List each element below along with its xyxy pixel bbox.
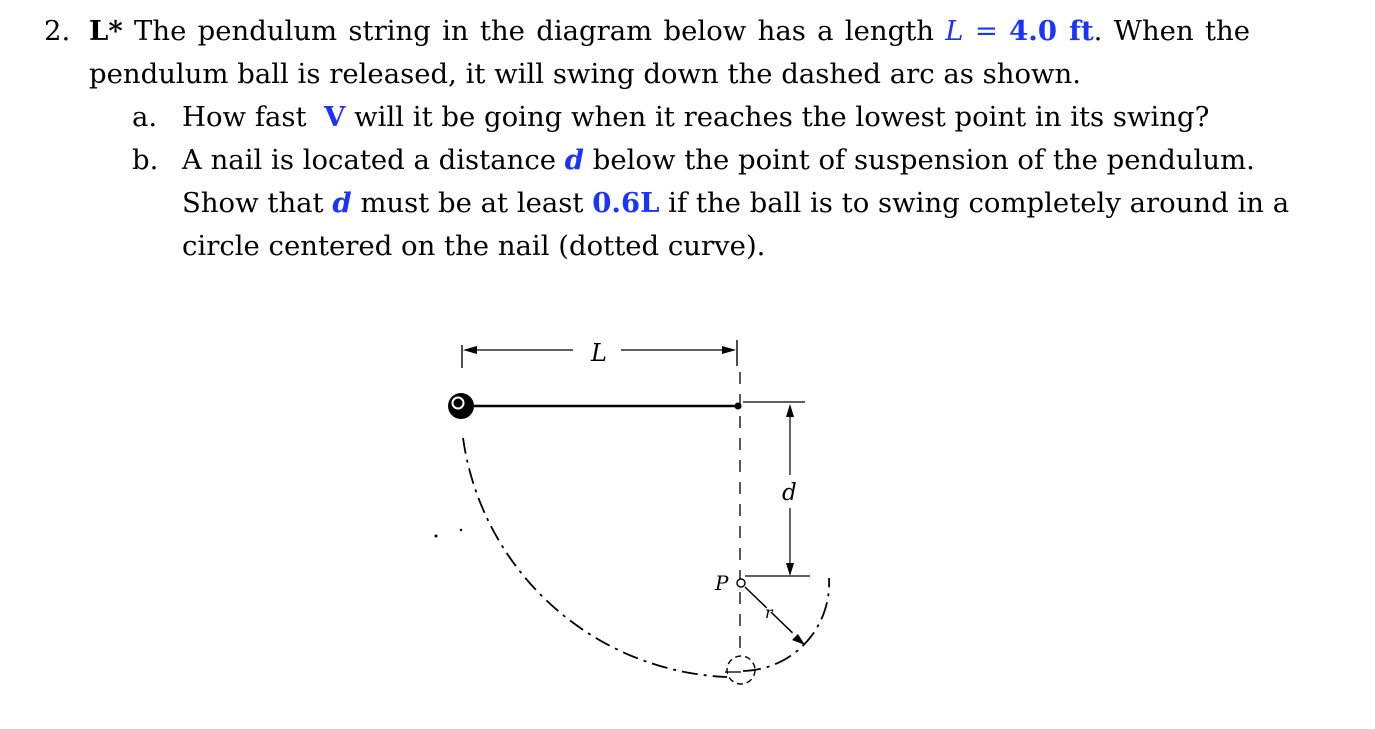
pendulum-diagram: [425, 320, 865, 710]
length-value: 4.0 ft: [1009, 15, 1094, 47]
problem-line-1: [44, 10, 1344, 53]
label-d: d: [782, 480, 797, 506]
part-b-line1-before: A nail is located a distance: [182, 144, 556, 176]
part-a-text-after: will it be going when it reaches the lowest point in its swing?: [354, 101, 1210, 133]
l-arrow-right: [722, 346, 736, 354]
label-L: L: [591, 339, 607, 367]
part-b-line-3: [44, 225, 1344, 268]
label-r: r: [765, 603, 773, 622]
problem-tag: L*: [89, 15, 123, 47]
stray-dot-1: [435, 535, 438, 538]
var-d: d: [564, 144, 584, 176]
part-b-line-1: [44, 139, 1344, 182]
problem-line-2: [44, 53, 1344, 96]
swing-arc: [463, 438, 727, 677]
var-V: V: [324, 101, 346, 133]
part-b-line2-after: if the ball is to swing completely around in a: [668, 187, 1290, 219]
intro-text-a: The pendulum string in the diagram below has a length: [134, 15, 934, 47]
pendulum-ball: [448, 393, 474, 419]
radius-arrow: [792, 634, 805, 645]
stray-dot-2: [460, 529, 462, 531]
part-b-text-1: [182, 139, 1255, 182]
part-b-label: b.: [132, 144, 159, 176]
intro-line-1: [89, 10, 1250, 53]
part-a: [44, 96, 1344, 139]
label-P: P: [715, 571, 729, 595]
var-d-2: d: [332, 187, 352, 219]
intro-line-2: pendulum ball is released, it will swing down the dashed arc as shown.: [89, 58, 1082, 90]
min-value: 0.6L: [592, 187, 660, 219]
part-b-line1-after: below the point of suspension of the pendulum.: [592, 144, 1255, 176]
part-b-text-3: circle centered on the nail (dotted curve).: [182, 230, 766, 262]
part-a-label: a.: [132, 101, 158, 133]
problem-number: 2.: [44, 15, 71, 47]
part-b-text-2: [182, 182, 1289, 225]
part-a-text: [182, 96, 1209, 139]
nail: [737, 579, 745, 587]
var-L: L: [945, 15, 964, 47]
nail-circle-arc: [743, 578, 829, 671]
equals-sign: =: [974, 15, 998, 47]
part-a-text-before: How fast: [182, 101, 307, 133]
d-arrow-down: [786, 563, 794, 576]
part-b-line2-mid: must be at least: [360, 187, 584, 219]
radius-line: [745, 587, 802, 642]
part-b-line2-before: Show that: [182, 187, 324, 219]
problem-statement: [44, 10, 1344, 268]
d-arrow-up: [786, 404, 794, 417]
l-arrow-left: [463, 346, 477, 354]
intro-text-b: . When the: [1093, 15, 1250, 47]
part-b-line-2: [44, 182, 1344, 225]
